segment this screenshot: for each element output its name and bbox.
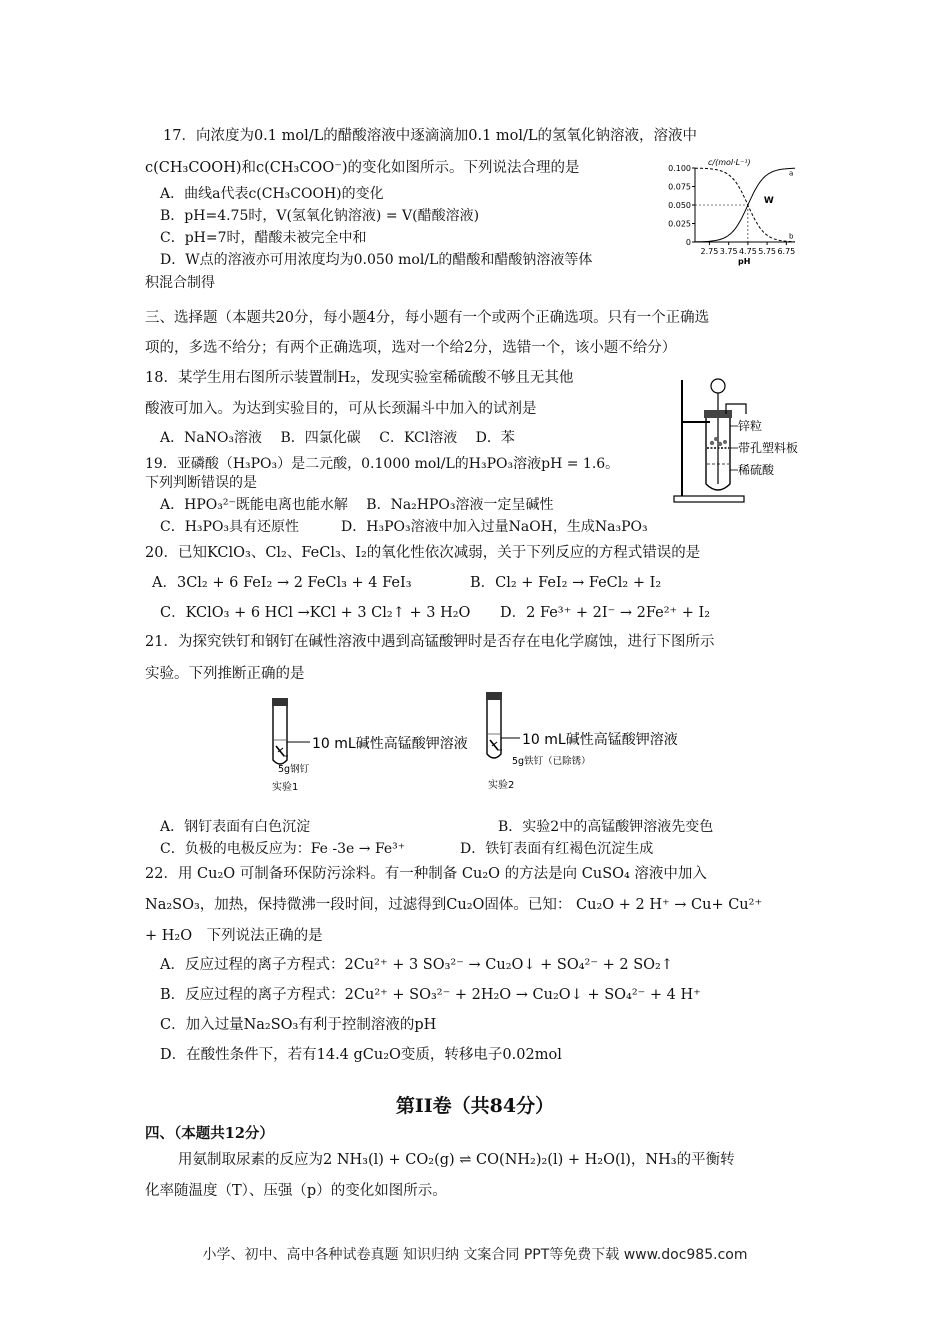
- q19-options-cd: C．H₃PO₃具有还原性 D．H₃PO₃溶液中加入过量NaOH，生成Na₃PO₃: [160, 519, 648, 535]
- q21-option-c: C．负极的电极反应为：Fe -3e → Fe³⁺: [160, 841, 406, 857]
- x-tick-label: 3.75: [719, 247, 738, 256]
- q22-stem-line2: Na₂SO₃，加热，保持微沸一段时间，过滤得到Cu₂O固体。已知： Cu₂O + 2 H⁺ → Cu+ Cu²⁺: [145, 897, 763, 913]
- exp2-name-label: 实验2: [488, 780, 515, 791]
- q20-option-c: C．KClO₃ + 6 HCl →KCl + 3 Cl₂↑ + 3 H₂O: [160, 605, 471, 621]
- q17-concentration-chart: [662, 156, 802, 266]
- exp2-solution-label: 10 mL碱性高锰酸钾溶液: [522, 732, 678, 748]
- q18-apparatus-figure: [668, 372, 818, 512]
- exp1-solution-label: 10 mL碱性高锰酸钾溶液: [312, 736, 468, 752]
- y-tick-label: 0.025: [668, 219, 691, 229]
- x-tick-label: 4.75: [738, 247, 757, 256]
- exp2-nail-label: 5g铁钉（已除锈）: [512, 756, 591, 767]
- q20-option-b: B．Cl₂ + FeI₂ → FeCl₂ + I₂: [470, 575, 662, 591]
- q20-stem: 20．已知KClO₃、Cl₂、FeCl₃、I₂的氧化性依次减弱，关于下列反应的方程式错误的是: [145, 545, 701, 561]
- stand-base: [674, 496, 744, 502]
- q19-stem-line2: 下列判断错误的是: [145, 475, 257, 491]
- section3-header-line1: 三、选择题（本题共20分，每小题4分，每小题有一个或两个正确选项。只有一个正确选: [145, 310, 710, 326]
- part2-title: 第II卷（共84分）: [395, 1095, 555, 1117]
- q21-option-b: B．实验2中的高锰酸钾溶液先变色: [498, 819, 714, 835]
- q17-option-b: B．pH=4.75时，V(氢氧化钠溶液) = V(醋酸溶液): [160, 208, 480, 224]
- y-tick-label: 0: [685, 238, 691, 247]
- page-footer: 小学、初中、高中各种试卷真题 知识归纳 文案合同 PPT等免费下载 www.doc985.com: [202, 1247, 748, 1263]
- experiment-2-tube: [486, 692, 502, 758]
- q17-stem-line2: c(CH₃COOH)和c(CH₃COO⁻)的变化如图所示。下列说法合理的是: [145, 160, 580, 176]
- q21-stem-line2: 实验。下列推断正确的是: [145, 666, 305, 682]
- funnel-bulb: [711, 379, 725, 393]
- q21-stem-line1: 21．为探究铁钉和钢钉在碱性溶液中遇到高锰酸钾时是否存在电化学腐蚀，进行下图所示: [145, 634, 715, 650]
- q17-option-d-line1: D．W点的溶液亦可用浓度均为0.050 mol/L的醋酸和醋酸钠溶液等体: [160, 252, 593, 268]
- section3-header-line2: 项的，多选不给分；有两个正确选项，选对一个给2分，选错一个，该小题不给分）: [145, 340, 677, 356]
- section4-text-line1: 用氨制取尿素的反应为2 NH₃(l) + CO₂(g) ⇌ CO(NH₂)₂(l) + H₂O(l)，NH₃的平衡转: [178, 1152, 735, 1168]
- x-tick-label: 6.75: [777, 247, 796, 256]
- q21-option-d: D．铁钉表面有红褐色沉淀生成: [460, 841, 654, 857]
- tube-stopper: [704, 410, 732, 418]
- y-tick-label: 0.100: [668, 164, 691, 173]
- chart-xlabel: pH: [738, 257, 751, 266]
- q19-options-ab: A．HPO₃²⁻既能电离也能水解 B．Na₂HPO₃溶液一定呈碱性: [160, 497, 554, 513]
- q17-option-c: C．pH=7时，醋酸未被完全中和: [160, 230, 367, 246]
- q21-option-a: A．钢钉表面有白色沉淀: [160, 819, 311, 835]
- q22-stem-line1: 22．用 Cu₂O 可制备环保防污涂料。有一种制备 Cu₂O 的方法是向 CuSO₄ 溶液中加入: [145, 866, 707, 882]
- chart-ylabel: c/(mol·L⁻¹): [708, 158, 751, 167]
- q18-stem-line2: 酸液可加入。为达到实验目的，可从长颈漏斗中加入的试剂是: [145, 401, 537, 417]
- q22-option-c: C．加入过量Na₂SO₃有利于控制溶液的pH: [160, 1017, 437, 1033]
- label-plate: 带孔塑料板: [738, 441, 799, 455]
- exp1-nail-label: 5g钢钉: [278, 764, 310, 775]
- q20-option-a: A．3Cl₂ + 6 FeI₂ → 2 FeCl₃ + 4 FeI₃: [152, 575, 412, 591]
- q18-stem-line1: 18．某学生用右图所示装置制H₂，发现实验室稀硫酸不够且无其他: [145, 370, 574, 386]
- q22-option-d: D．在酸性条件下，若有14.4 gCu₂O变质，转移电子0.02mol: [160, 1047, 562, 1063]
- section4-header: 四、（本题共12分）: [145, 1125, 274, 1142]
- y-tick-label: 0.075: [668, 182, 691, 192]
- y-tick-label: 0.050: [668, 201, 691, 210]
- q22-stem-line3: + H₂O 下列说法正确的是: [145, 928, 323, 944]
- q20-option-d: D．2 Fe³⁺ + 2I⁻ → 2Fe²⁺ + I₂: [500, 605, 711, 621]
- q22-option-b: B．反应过程的离子方程式：2Cu²⁺ + SO₃²⁻ + 2H₂O → Cu₂O↓ + SO₄²⁻ + 4 H⁺: [160, 987, 701, 1003]
- series-a-label: a: [789, 169, 794, 178]
- exp1-name-label: 实验1: [272, 782, 299, 793]
- x-tick-label: 2.75: [700, 247, 719, 256]
- experiment-1-tube: [272, 698, 288, 764]
- q17-stem-line1: 17．向浓度为0.1 mol/L的醋酸溶液中逐滴滴加0.1 mol/L的氢氧化钠溶液，溶液中: [163, 128, 698, 144]
- label-acid: 稀硫酸: [738, 463, 775, 477]
- x-tick-label: 5.75: [758, 247, 777, 256]
- q19-stem-line1: 19．亚磷酸（H₃PO₃）是二元酸，0.1000 mol/L的H₃PO₃溶液pH = 1.6。: [145, 456, 620, 472]
- q17-option-d-line2: 积混合制得: [145, 275, 215, 291]
- label-zinc: 锌粒: [738, 419, 763, 433]
- q21-experiment-figure: [262, 690, 692, 796]
- w-point-label: W: [763, 196, 774, 206]
- q17-option-a: A．曲线a代表c(CH₃COOH)的变化: [160, 186, 384, 202]
- series-b-label: b: [789, 232, 794, 241]
- q22-option-a: A．反应过程的离子方程式：2Cu²⁺ + 3 SO₃²⁻ → Cu₂O↓ + SO₄²⁻ + 2 SO₂↑: [160, 957, 674, 973]
- section4-text-line2: 化率随温度（T）、压强（p）的变化如图所示。: [145, 1183, 447, 1199]
- q18-options: A．NaNO₃溶液 B．四氯化碳 C．KCl溶液 D．苯: [160, 430, 515, 446]
